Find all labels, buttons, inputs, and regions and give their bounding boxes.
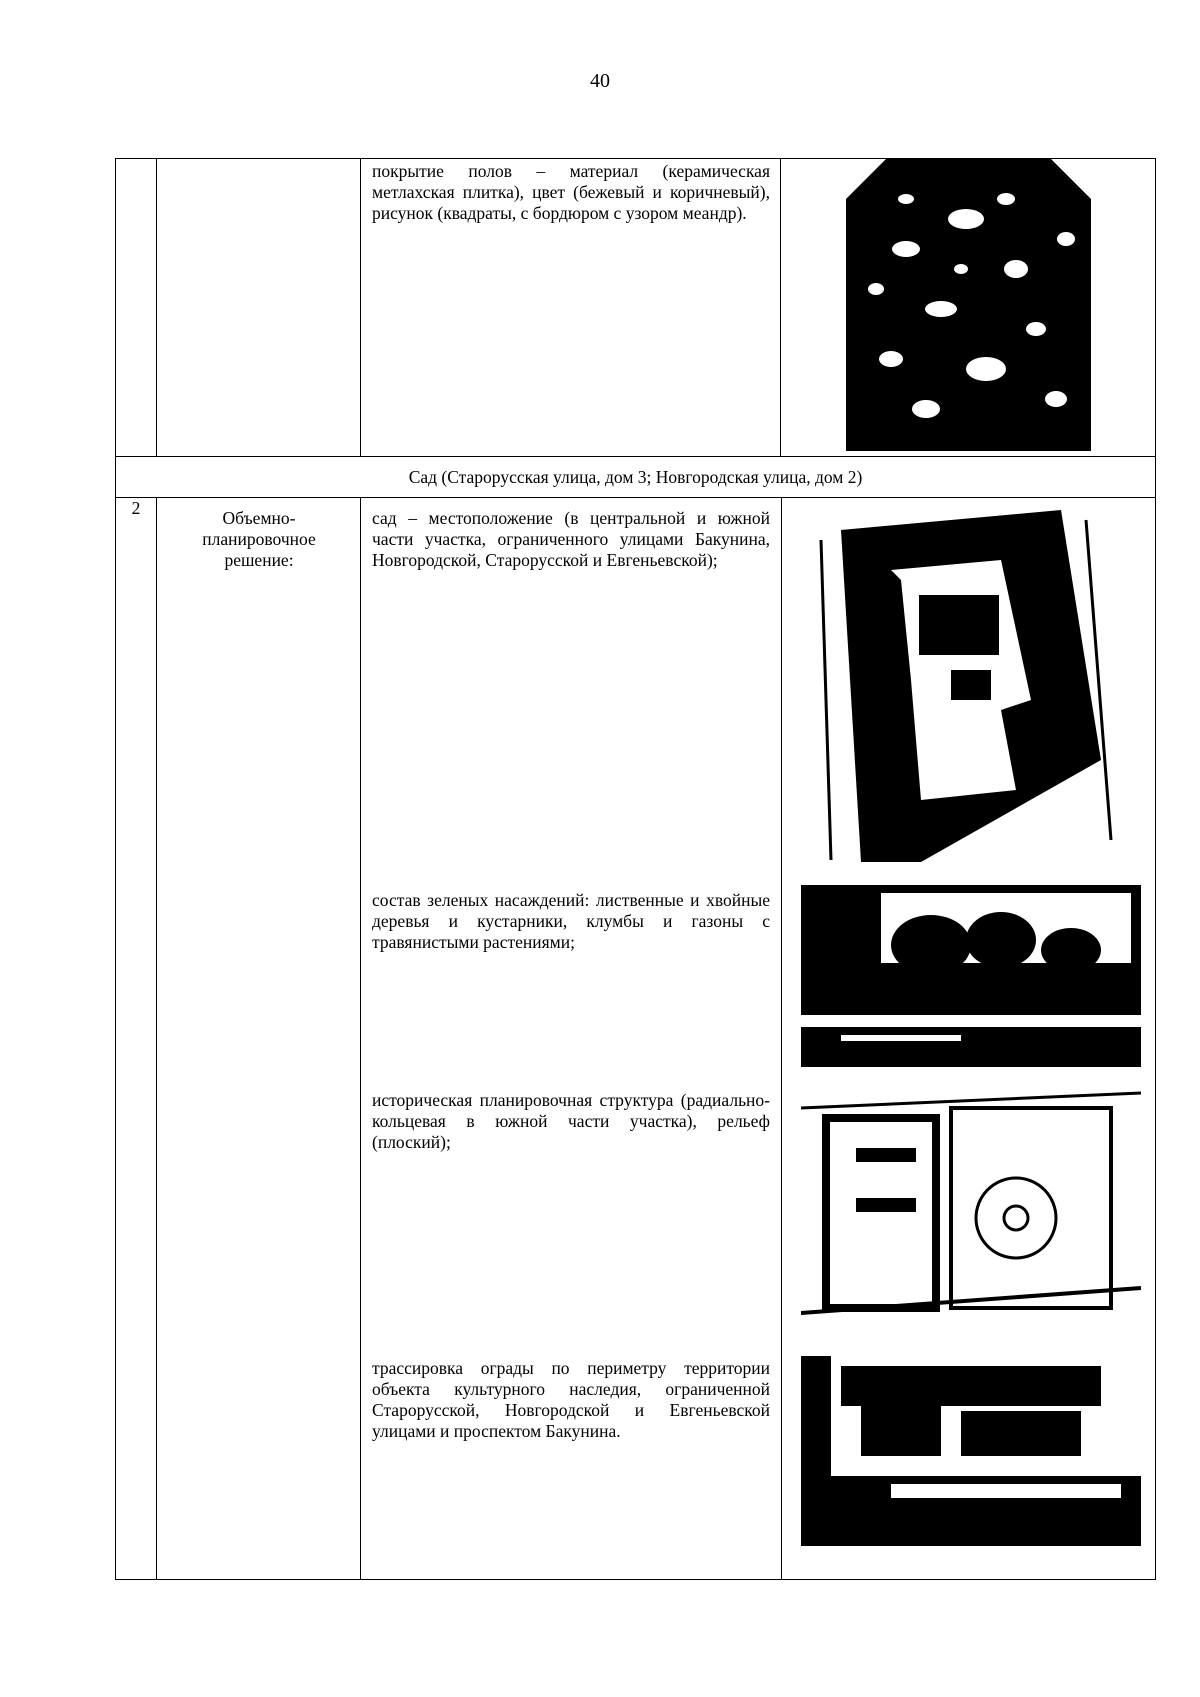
table-row	[116, 159, 1156, 457]
row-number: 2	[116, 498, 157, 1580]
table-row	[116, 457, 1156, 498]
floor-description: покрытие полов – материал (керамическая метлахская плитка), цвет (бежевый и коричневый), рисунок (квадраты, с бордюром с узором меандр).	[372, 161, 770, 223]
item-fence-text: трассировка ограды по периметру территории объекта культурного наследия, ограниченной Старорусской, Новгородской и Евгеньевской улицами и проспектом Бакунина.	[372, 1358, 770, 1441]
row-label: Объемно-планировочное решение:	[202, 508, 316, 570]
section-title: Сад (Старорусская улица, дом 3; Новгородская улица, дом 2)	[116, 457, 1156, 498]
item-structure-text: историческая планировочная структура (радиально-кольцевая в южной части участка), рельеф (плоский);	[372, 1090, 770, 1152]
item-location-text: сад – местоположение (в центральной и южной части участка, ограниченного улицами Бакунина, Новгородской, Старорусской и Евгеньевской);	[372, 508, 770, 570]
page-number: 40	[590, 70, 610, 92]
garden-trees-photo	[801, 885, 1141, 1067]
cell-number-empty	[116, 159, 157, 457]
floor-tile-photo	[846, 159, 1091, 451]
cell-items	[361, 498, 1156, 1580]
cell-description	[361, 159, 781, 457]
historic-plan-map	[801, 1088, 1141, 1328]
heritage-table	[115, 158, 1156, 1580]
cell-label-empty	[157, 159, 361, 457]
fence-street-photo	[801, 1356, 1141, 1546]
item-plants-text: состав зеленых насаждений: лиственные и хвойные деревья и кустарники, клумбы и газоны с травянистыми растениями;	[372, 890, 770, 952]
cell-label	[157, 498, 361, 1580]
table-row	[116, 498, 1156, 1580]
cell-image	[781, 159, 1156, 457]
site-aerial-map	[801, 500, 1126, 872]
